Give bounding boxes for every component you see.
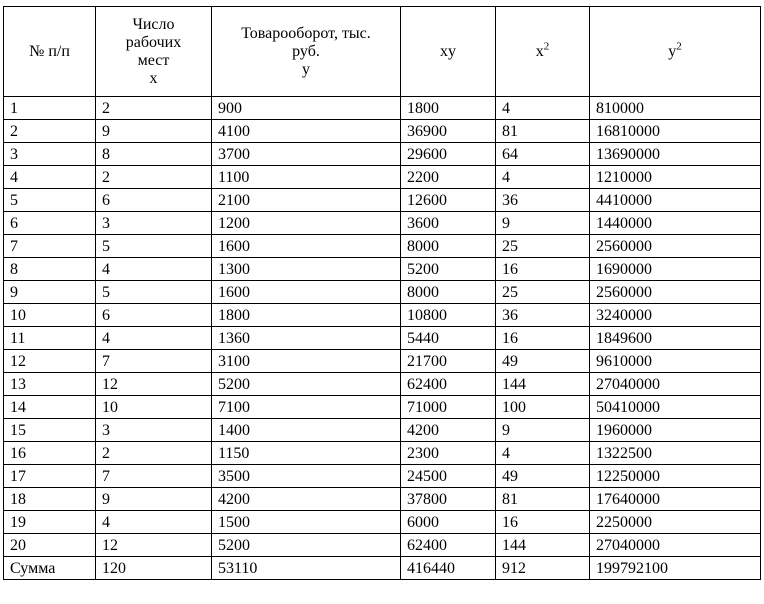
cell-y: 3500 <box>212 465 401 488</box>
header-x-line2: рабочих <box>125 33 182 51</box>
cell-xy: 36900 <box>401 120 496 143</box>
cell-num: 5 <box>4 189 96 212</box>
table-row <box>4 281 761 304</box>
cell-x2: 25 <box>496 281 590 304</box>
table-row <box>4 212 761 235</box>
cell-num: 6 <box>4 212 96 235</box>
cell-x2: 64 <box>496 143 590 166</box>
header-y2: $y^2$ <box>590 7 761 97</box>
cell-x2: 25 <box>496 235 590 258</box>
cell-x2: 9 <box>496 419 590 442</box>
cell-xy: 5440 <box>401 327 496 350</box>
cell-x2: 16 <box>496 511 590 534</box>
cell-y2: 199792100 <box>590 557 761 580</box>
header-x-line3: мест <box>137 51 170 69</box>
cell-y: 53110 <box>212 557 401 580</box>
cell-x2: 81 <box>496 488 590 511</box>
cell-num: 10 <box>4 304 96 327</box>
cell-num: 2 <box>4 120 96 143</box>
cell-xy: 4200 <box>401 419 496 442</box>
total-row <box>4 557 761 580</box>
cell-xy: 21700 <box>401 350 496 373</box>
table-row <box>4 143 761 166</box>
table-row <box>4 511 761 534</box>
cell-y: 2100 <box>212 189 401 212</box>
cell-x: 9 <box>96 488 212 511</box>
cell-xy: 12600 <box>401 189 496 212</box>
cell-xy: 62400 <box>401 373 496 396</box>
table-row <box>4 488 761 511</box>
cell-y2: 2250000 <box>590 511 761 534</box>
cell-y2: 2560000 <box>590 281 761 304</box>
header-x-line4: x <box>149 69 158 87</box>
cell-y: 1100 <box>212 166 401 189</box>
cell-y2: 1849600 <box>590 327 761 350</box>
table-row <box>4 97 761 120</box>
cell-y: 1200 <box>212 212 401 235</box>
cell-x: 4 <box>96 258 212 281</box>
cell-x: 3 <box>96 419 212 442</box>
cell-xy: 6000 <box>401 511 496 534</box>
cell-y2: 1210000 <box>590 166 761 189</box>
header-row <box>4 7 761 97</box>
cell-x2: 36 <box>496 189 590 212</box>
cell-num: 9 <box>4 281 96 304</box>
table-row <box>4 304 761 327</box>
cell-y2: 27040000 <box>590 534 761 557</box>
cell-x2: 4 <box>496 442 590 465</box>
cell-xy: 71000 <box>401 396 496 419</box>
cell-x2: 144 <box>496 534 590 557</box>
cell-x: 4 <box>96 511 212 534</box>
cell-y: 1800 <box>212 304 401 327</box>
cell-num: 4 <box>4 166 96 189</box>
cell-y2: 810000 <box>590 97 761 120</box>
cell-xy: 2200 <box>401 166 496 189</box>
cell-x2: 16 <box>496 327 590 350</box>
cell-xy: 8000 <box>401 235 496 258</box>
table-row <box>4 396 761 419</box>
cell-x2: 100 <box>496 396 590 419</box>
cell-num: 15 <box>4 419 96 442</box>
cell-y2: 2560000 <box>590 235 761 258</box>
cell-x: 120 <box>96 557 212 580</box>
header-x <box>96 7 212 97</box>
cell-x2: 49 <box>496 350 590 373</box>
header-xy: xy <box>401 7 496 97</box>
cell-xy: 37800 <box>401 488 496 511</box>
cell-num: 19 <box>4 511 96 534</box>
cell-num: 14 <box>4 396 96 419</box>
cell-num: 11 <box>4 327 96 350</box>
cell-y2: 16810000 <box>590 120 761 143</box>
cell-num: 8 <box>4 258 96 281</box>
table-row <box>4 465 761 488</box>
cell-x: 7 <box>96 465 212 488</box>
cell-y: 4100 <box>212 120 401 143</box>
header-x-line1: Число <box>132 15 175 33</box>
cell-x: 10 <box>96 396 212 419</box>
cell-xy: 416440 <box>401 557 496 580</box>
cell-x: 2 <box>96 166 212 189</box>
cell-x2: 9 <box>496 212 590 235</box>
cell-xy: 29600 <box>401 143 496 166</box>
header-y-line2: руб. <box>292 42 320 60</box>
cell-x2: 36 <box>496 304 590 327</box>
cell-x: 2 <box>96 97 212 120</box>
cell-y: 1400 <box>212 419 401 442</box>
cell-y2: 1322500 <box>590 442 761 465</box>
cell-y2: 12250000 <box>590 465 761 488</box>
cell-y: 900 <box>212 97 401 120</box>
cell-x: 8 <box>96 143 212 166</box>
cell-y: 1600 <box>212 235 401 258</box>
cell-y2: 1960000 <box>590 419 761 442</box>
table-row <box>4 120 761 143</box>
cell-y2: 50410000 <box>590 396 761 419</box>
cell-xy: 62400 <box>401 534 496 557</box>
table-row <box>4 373 761 396</box>
cell-num: 12 <box>4 350 96 373</box>
header-y-line3: y <box>302 60 310 78</box>
cell-num: 13 <box>4 373 96 396</box>
table-row <box>4 258 761 281</box>
cell-x2: 912 <box>496 557 590 580</box>
cell-x: 2 <box>96 442 212 465</box>
cell-num: 16 <box>4 442 96 465</box>
cell-num: 3 <box>4 143 96 166</box>
cell-x: 6 <box>96 189 212 212</box>
cell-num: 7 <box>4 235 96 258</box>
cell-num: 1 <box>4 97 96 120</box>
cell-xy: 5200 <box>401 258 496 281</box>
cell-x: 3 <box>96 212 212 235</box>
cell-x2: 16 <box>496 258 590 281</box>
cell-x2: 4 <box>496 166 590 189</box>
cell-xy: 8000 <box>401 281 496 304</box>
cell-x2: 144 <box>496 373 590 396</box>
cell-y: 1500 <box>212 511 401 534</box>
cell-y: 3100 <box>212 350 401 373</box>
cell-y: 5200 <box>212 373 401 396</box>
header-num: № п/п <box>4 7 96 97</box>
cell-y2: 27040000 <box>590 373 761 396</box>
cell-num: 17 <box>4 465 96 488</box>
cell-y2: 9610000 <box>590 350 761 373</box>
table-row <box>4 189 761 212</box>
cell-xy: 1800 <box>401 97 496 120</box>
table-row <box>4 442 761 465</box>
cell-y: 7100 <box>212 396 401 419</box>
cell-y: 1300 <box>212 258 401 281</box>
cell-y: 1360 <box>212 327 401 350</box>
cell-x: 4 <box>96 327 212 350</box>
cell-x: 12 <box>96 373 212 396</box>
cell-xy: 3600 <box>401 212 496 235</box>
cell-x: 9 <box>96 120 212 143</box>
table-row <box>4 166 761 189</box>
cell-x: 5 <box>96 281 212 304</box>
table-row <box>4 235 761 258</box>
header-x2: $x^2$ <box>496 7 590 97</box>
cell-y: 5200 <box>212 534 401 557</box>
header-y <box>212 7 401 97</box>
cell-xy: 10800 <box>401 304 496 327</box>
cell-y2: 1440000 <box>590 212 761 235</box>
cell-x: 12 <box>96 534 212 557</box>
cell-y: 1600 <box>212 281 401 304</box>
cell-x: 5 <box>96 235 212 258</box>
cell-y2: 4410000 <box>590 189 761 212</box>
cell-y: 4200 <box>212 488 401 511</box>
cell-y2: 3240000 <box>590 304 761 327</box>
cell-y2: 13690000 <box>590 143 761 166</box>
regression-table <box>3 6 761 580</box>
cell-y2: 17640000 <box>590 488 761 511</box>
cell-x2: 81 <box>496 120 590 143</box>
cell-xy: 24500 <box>401 465 496 488</box>
cell-num: 18 <box>4 488 96 511</box>
table-body <box>4 97 761 580</box>
cell-x: 7 <box>96 350 212 373</box>
cell-num: Сумма <box>4 557 96 580</box>
cell-xy: 2300 <box>401 442 496 465</box>
table-row <box>4 419 761 442</box>
table-row <box>4 327 761 350</box>
header-y-line1: Товарооборот, тыс. <box>241 24 371 42</box>
table-row <box>4 350 761 373</box>
cell-y: 3700 <box>212 143 401 166</box>
cell-x: 6 <box>96 304 212 327</box>
table-row <box>4 534 761 557</box>
cell-x2: 4 <box>496 97 590 120</box>
cell-y: 1150 <box>212 442 401 465</box>
cell-x2: 49 <box>496 465 590 488</box>
cell-y2: 1690000 <box>590 258 761 281</box>
cell-num: 20 <box>4 534 96 557</box>
